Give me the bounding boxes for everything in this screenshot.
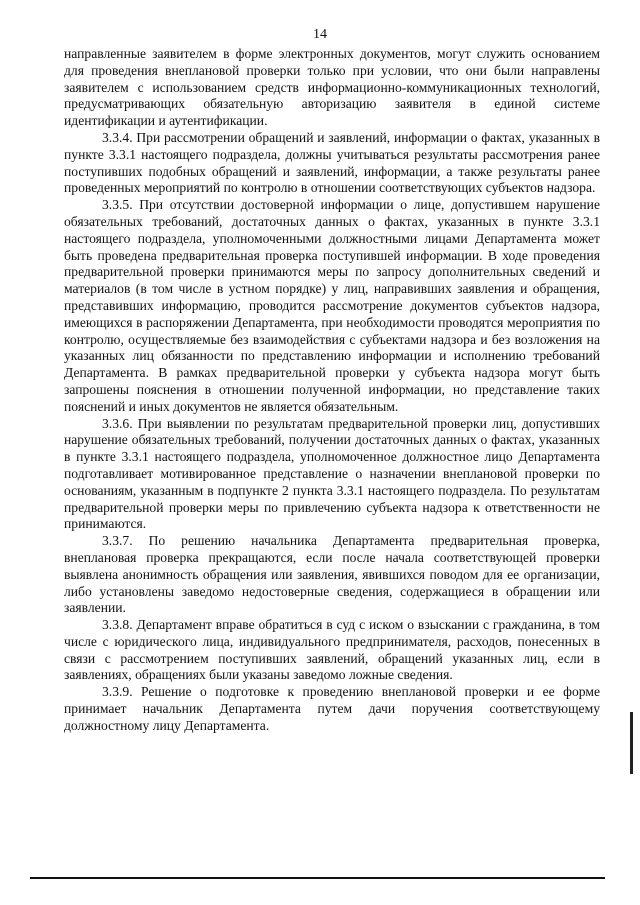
paragraph-3-3-8: 3.3.8. Департамент вправе обратиться в суд с иском о взыскании с гражданина, в том числе с юридического лица, индивидуального предпринимателя, расходов, понесенных в связи с рассмотрением поступивших заявлений, обращений указанных лиц, если в заявлениях, обращениях были указаны заведомо ложные сведения. <box>64 617 600 683</box>
scan-edge-mark <box>630 712 633 774</box>
paragraph-3-3-9: 3.3.9. Решение о подготовке к проведению внеплановой проверки и ее форме принимает начальник Департамента путем дачи поручения соответствующему должностному лицу Департамента. <box>64 684 600 733</box>
page-number: 14 <box>313 27 327 42</box>
paragraph-3-3-5: 3.3.5. При отсутствии достоверной информации о лице, допустившем нарушение обязательных требований, достаточных данных о фактах, указанных в пункте 3.3.1 настоящего подраздела, уполномоченными должностными лицами Департамента может быть проведена предварительная проверка поступившей информации. В ходе проведения предварительной проверки принимаются меры по запросу дополнительных сведений и материалов (в том числе в устном порядке) у лиц, направивших заявления и обращения, представивших информацию, проводится рассмотрение документов субъектов надзора, имеющихся в распоряжении Департамента, при необходимости проводятся мероприятия по контролю, осуществляемые без взаимодействия с субъектами надзора и без возложения на указанных лиц обязанности по представлению информации и исполнению требований Департамента. В рамках предварительной проверки у субъекта надзора могут быть запрошены пояснения в отношении полученной информации, но представление таких пояснений и иных документов не является обязательным. <box>64 197 600 414</box>
paragraph-3-3-7: 3.3.7. По решению начальника Департамента предварительная проверка, внеплановая проверка прекращаются, если после начала соответствующей проверки выявлена анонимность обращения или заявления, явившихся поводом для ее организации, либо установлены заведомо недостоверные сведения, содержащиеся в обращении или заявлении. <box>64 533 600 616</box>
paragraph-3-3-6: 3.3.6. При выявлении по результатам предварительной проверки лиц, допустивших нарушение обязательных требований, получении достаточных данных о фактах, указанных в пункте 3.3.1 настоящего подраздела, уполномоченное должностное лицо Департамента подготавливает мотивированное представление о назначении внеплановой проверки по основаниям, указанным в подпункте 2 пункта 3.3.1 настоящего подраздела. По результатам предварительной проверки меры по привлечению субъекта надзора к ответственности не принимаются. <box>64 415 600 532</box>
paragraph-continuation: направленные заявителем в форме электронных документов, могут служить основанием для проведения внеплановой проверки только при условии, что они были направлены заявителем с использованием средств информационно-коммуникационных технологий, предусматривающих обязательную авторизацию заявителя в единой системе идентификации и аутентификации. <box>64 46 600 129</box>
bottom-divider-line <box>30 877 605 879</box>
document-body <box>64 46 600 735</box>
paragraph-3-3-4: 3.3.4. При рассмотрении обращений и заявлений, информации о фактах, указанных в пункте 3.3.1 настоящего подраздела, должны учитываться результаты рассмотрения ранее поступивших подобных обращений и заявлений, информации, а также результаты ранее проведенных мероприятий по контролю в отношении соответствующих субъектов надзора. <box>64 129 600 196</box>
